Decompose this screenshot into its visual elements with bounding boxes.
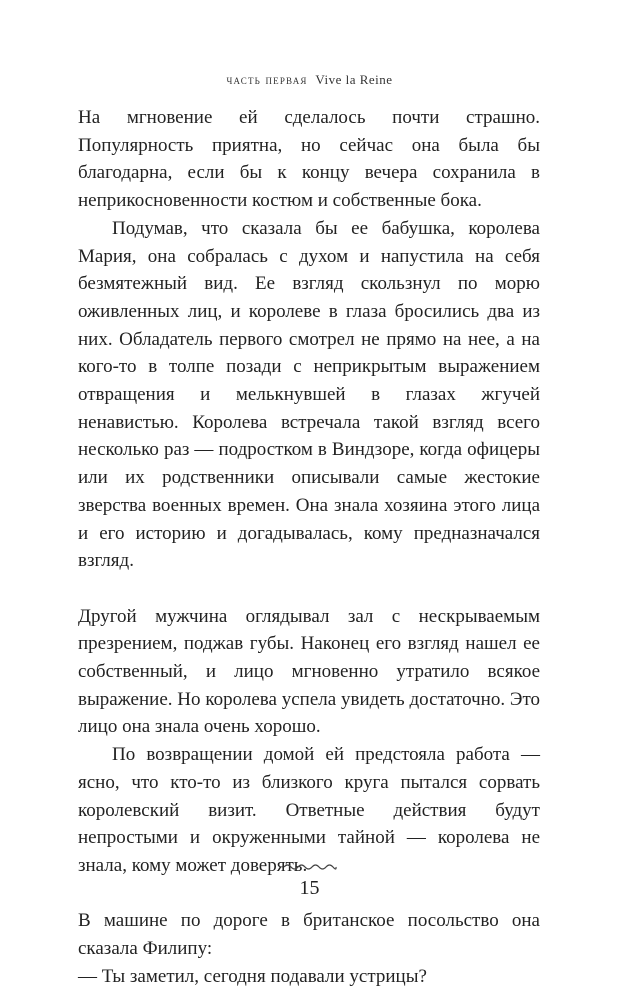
running-header [0,72,619,88]
wavy-line-ornament-icon [0,857,619,876]
paragraph-6-dialogue: — Ты заметил, сегодня подавали устрицы? [78,965,427,987]
paragraph-4: По возвращении домой ей предстояла работа — ясно, что кто-то из близкого круга пытался сорвать королевский визит. Ответные действия будут непростыми и окруженными тайной — королева не знала, кому может доверять. [78,744,540,876]
paragraph-2: Подумав, что сказала бы ее бабушка, королева Мария, она собралась с духом и напустила на себя безмятежный вид. Ее взгляд скользнул по морю оживленных лиц, и королеве в глаза бросились два из них. Обладатель первого смотрел не прямо на нее, а на кого-то в толпе позади с неприкрытым выражением отвращения и мелькнувшей в глазах жгучей ненавистью. Королева встречала такой взгляд всего несколько раз — подростком в Виндзоре, когда офицеры или их родственники описывали самые жестокие зверства военных времен. Она знала хозяина этого лица и его историю и догадывалась, кому предназначался взгляд. [78,217,540,572]
paragraph-3: Другой мужчина оглядывал зал с нескрываемым презрением, поджав губы. Наконец его взгляд нашел ее собственный, и лицо мгновенно утратило всякое выражение. Но королева успела увидеть достаточно. Это лицо она знала очень хорошо. [78,605,540,738]
paragraph-1: На мгновение ей сделалось почти страшно. Популярность приятна, но сейчас она была бы благодарна, если бы к концу вечера сохранила в неприкосновенности костюм и собственные бока. [78,107,540,212]
paragraph-5: В машине по дороге в британское посольство она сказала Филипу: [78,910,540,960]
running-header-part: часть первая [226,72,308,87]
page-number: 15 [299,877,320,899]
running-header-title: Vive la Reine [315,72,393,87]
